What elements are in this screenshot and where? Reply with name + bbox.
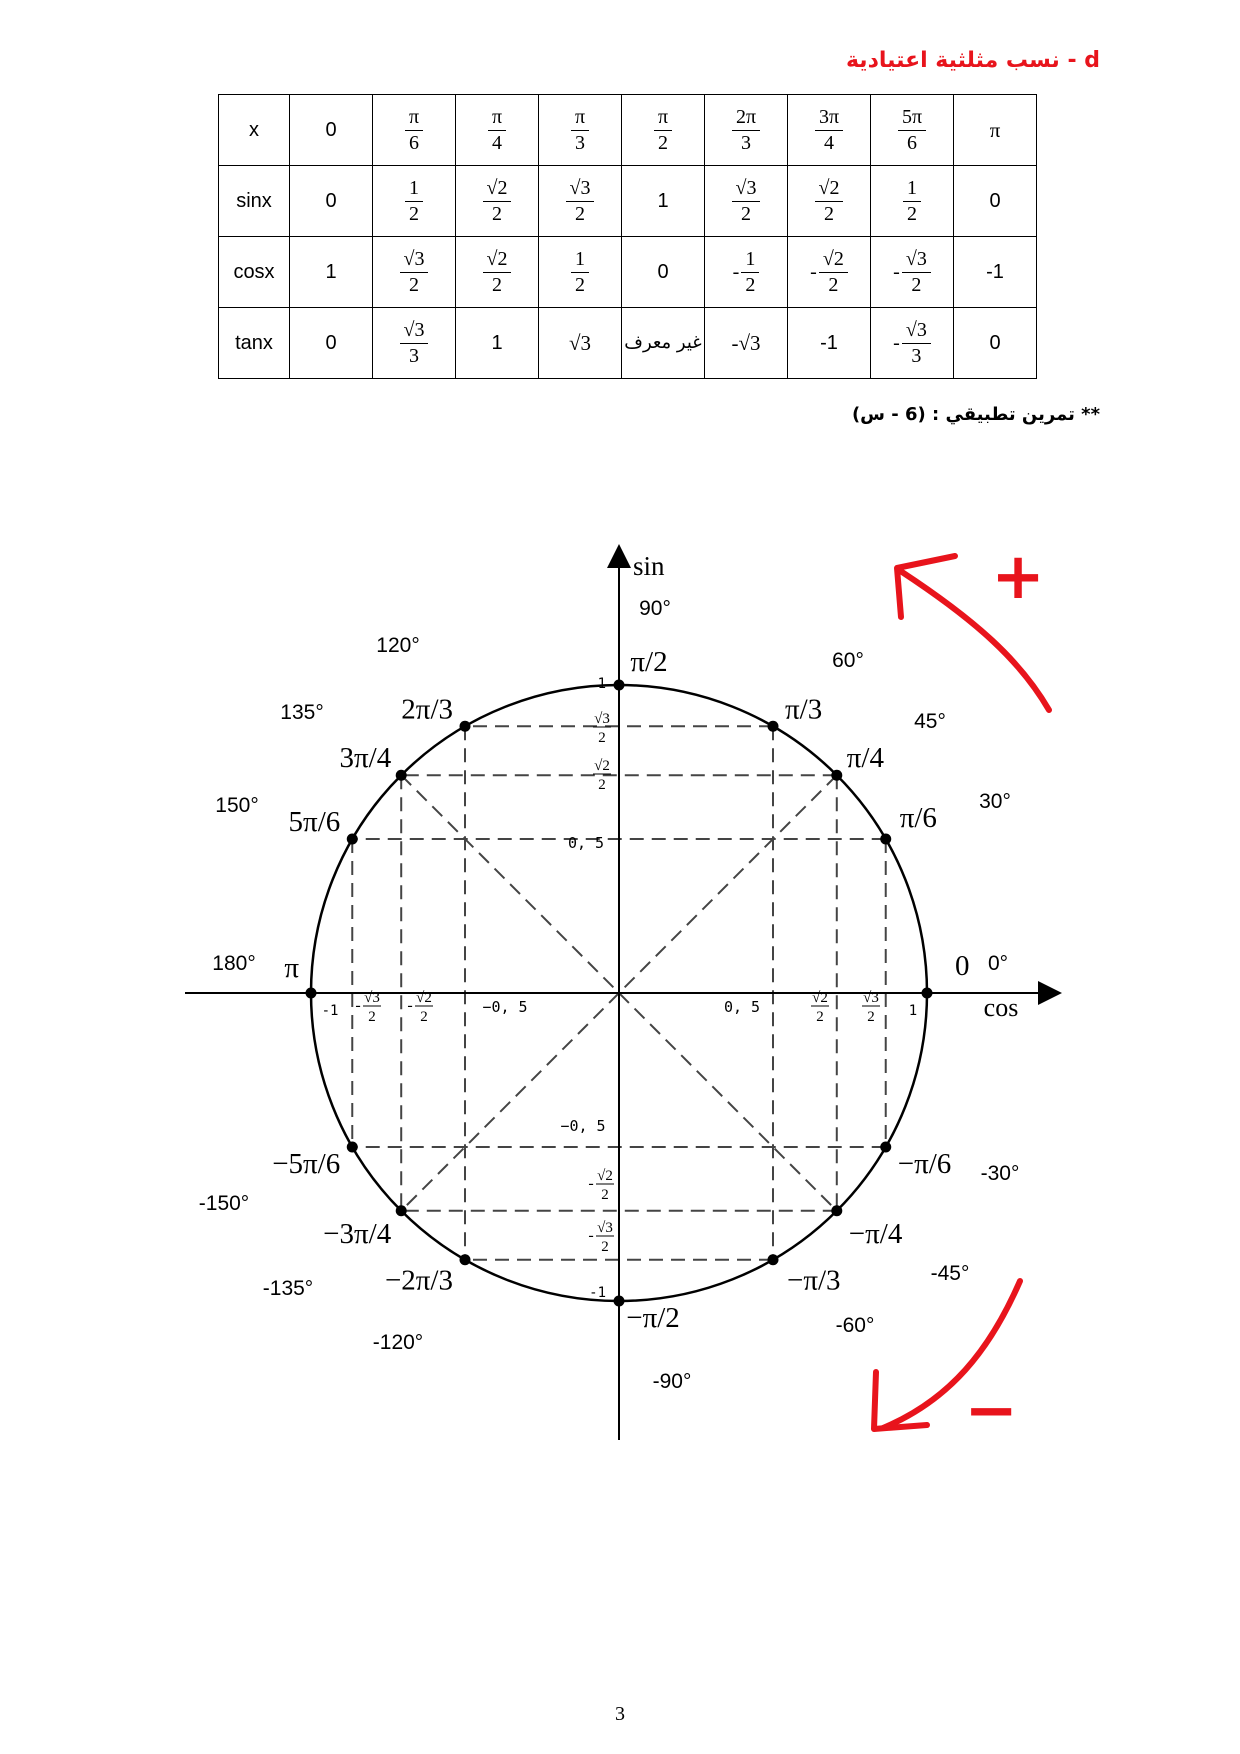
tick-frac-den: 2: [598, 730, 606, 746]
tick-label-y: −0, 5: [560, 1117, 606, 1135]
angle-point: [880, 834, 891, 845]
table-cell: $\frac{√3}{3}$: [373, 308, 456, 379]
angle-point: [768, 1254, 779, 1265]
tick-label-x: −0, 5: [482, 998, 528, 1016]
axis-label-sin: sin: [633, 551, 665, 581]
tick-frac-den: 2: [601, 1239, 609, 1255]
radian-label: π: [284, 952, 299, 984]
degree-label: -120°: [372, 1331, 424, 1354]
table-cell: $\frac{1}{2}$: [539, 237, 622, 308]
table-cell: $\frac{\pi}{3}$: [539, 95, 622, 166]
table-cell: π: [954, 95, 1037, 166]
tick-frac-num: √3: [364, 990, 380, 1006]
tick-frac-den: 2: [598, 777, 606, 793]
tick-frac-den: 2: [420, 1009, 428, 1025]
table-cell: $\frac{√3}{2}$: [705, 166, 788, 237]
table-cell: √3: [539, 308, 622, 379]
radian-label: −π/4: [848, 1217, 903, 1250]
angle-point: [614, 680, 625, 691]
angle-point: [396, 770, 407, 781]
tick-frac-sign: -: [588, 1175, 594, 1192]
radian-label: 3π/4: [339, 742, 392, 775]
table-cell: - $\frac{√3}{3}$: [871, 308, 954, 379]
table-cell: 0: [290, 308, 373, 379]
table-cell: $\frac{1}{2}$: [871, 166, 954, 237]
table-cell: -1: [954, 237, 1037, 308]
row-header-sin: sinx: [219, 166, 290, 237]
table-cell: 0: [954, 166, 1037, 237]
angle-point: [922, 988, 933, 999]
degree-label: 30°: [979, 790, 1011, 813]
table-cell: - $\frac{√3}{2}$: [871, 237, 954, 308]
tick-label-x: -1: [321, 1003, 339, 1019]
table-cell: -1: [788, 308, 871, 379]
table-cell: $\frac{2\pi}{3}$: [705, 95, 788, 166]
radian-label: π/3: [785, 693, 823, 726]
radian-label: 5π/6: [288, 806, 341, 838]
angle-point: [460, 721, 471, 732]
degree-label: 180°: [212, 952, 256, 975]
angle-point: [460, 1254, 471, 1265]
table-cell: $\frac{√3}{2}$: [373, 237, 456, 308]
tick-label-x: 0, 5: [723, 998, 761, 1016]
degree-label: -150°: [198, 1192, 250, 1215]
tick-frac-sign: -: [355, 997, 361, 1014]
row-header-tan: tanx: [219, 308, 290, 379]
negative-sign: −: [964, 1374, 1018, 1448]
axis-label-cos: cos: [983, 993, 1019, 1022]
degree-label: -90°: [652, 1370, 692, 1393]
degree-label: 60°: [832, 649, 864, 672]
angle-point: [396, 1205, 407, 1216]
radian-label: −π/6: [897, 1148, 952, 1180]
angle-point: [347, 1142, 358, 1153]
table-cell: $\frac{3\pi}{4}$: [788, 95, 871, 166]
table-cell: 1: [290, 237, 373, 308]
tick-label-x: 1: [908, 1003, 918, 1019]
table-cell: $\frac{\pi}{4}$: [456, 95, 539, 166]
degree-label: 150°: [215, 794, 259, 817]
degree-label: 90°: [639, 597, 671, 620]
degree-label: -30°: [980, 1162, 1020, 1185]
table-cell: 0: [954, 308, 1037, 379]
table-cell: 0: [622, 237, 705, 308]
tick-label-y: 0, 5: [567, 834, 605, 852]
tick-frac-den: 2: [601, 1187, 609, 1203]
table-cell: 0: [290, 95, 373, 166]
tick-label-y: -1: [589, 1285, 606, 1301]
angle-point: [347, 834, 358, 845]
degree-label: 120°: [376, 634, 420, 657]
radian-label: π/4: [846, 742, 884, 775]
tick-frac-num: √2: [812, 990, 828, 1006]
tick-label-y: 1: [597, 676, 606, 692]
row-header-x: x: [219, 95, 290, 166]
degree-label: 0°: [987, 952, 1009, 975]
table-cell: $\frac{5\pi}{6}$: [871, 95, 954, 166]
positive-sign: +: [991, 540, 1045, 614]
page-number: 3: [615, 1703, 625, 1725]
table-cell: غير معرف: [622, 308, 705, 379]
degree-label: 45°: [914, 710, 946, 733]
tick-frac-den: 2: [368, 1009, 376, 1025]
table-cell: - $\frac{1}{2}$: [705, 237, 788, 308]
table-cell: $\frac{\pi}{2}$: [622, 95, 705, 166]
table-cell: -√3: [705, 308, 788, 379]
angle-point: [831, 1205, 842, 1216]
angle-point: [831, 770, 842, 781]
radian-label: −3π/4: [323, 1217, 392, 1250]
table-cell: $\frac{√2}{2}$: [788, 166, 871, 237]
degree-label: -45°: [930, 1262, 970, 1285]
table-cell: $\frac{√2}{2}$: [456, 237, 539, 308]
exercise-label: ** تمرين تطبيقي : (6 - س): [851, 404, 1100, 425]
tick-frac-den: 2: [867, 1009, 875, 1025]
radian-label: π/6: [899, 802, 937, 834]
radian-label: π/2: [630, 646, 668, 678]
table-cell: 0: [290, 166, 373, 237]
tick-frac-num: √2: [597, 1168, 613, 1184]
degree-label: -60°: [835, 1314, 875, 1337]
circle-labels: [199, 551, 1020, 1393]
angle-point: [880, 1142, 891, 1153]
table-cell: $\frac{1}{2}$: [373, 166, 456, 237]
radian-label: 0: [955, 950, 970, 982]
tick-frac-sign: -: [407, 997, 413, 1014]
tick-frac-num: √2: [416, 990, 432, 1006]
angle-point: [306, 988, 317, 999]
angle-point: [768, 721, 779, 732]
degree-label: -135°: [262, 1277, 314, 1300]
tick-frac-num: √2: [594, 758, 610, 774]
angle-point: [614, 1296, 625, 1307]
degree-label: 135°: [280, 701, 324, 724]
table-cell: $\frac{\pi}{6}$: [373, 95, 456, 166]
table-cell: $\frac{√3}{2}$: [539, 166, 622, 237]
radian-label: −5π/6: [272, 1148, 341, 1180]
tick-frac-den: 2: [816, 1009, 824, 1025]
radian-label: −π/3: [787, 1264, 841, 1297]
section-heading: d - نسب مثلثية اعتيادية: [845, 48, 1100, 73]
table-cell: - $\frac{√2}{2}$: [788, 237, 871, 308]
radian-label: −π/2: [626, 1302, 680, 1334]
tick-frac-num: √3: [594, 711, 610, 727]
tick-frac-sign: -: [588, 1227, 594, 1244]
table-cell: 1: [622, 166, 705, 237]
table-cell: 1: [456, 308, 539, 379]
tick-frac-num: √3: [863, 990, 879, 1006]
tick-frac-num: √3: [597, 1220, 613, 1236]
row-header-cos: cosx: [219, 237, 290, 308]
radian-label: 2π/3: [401, 693, 453, 726]
table-cell: $\frac{√2}{2}$: [456, 166, 539, 237]
radian-label: −2π/3: [384, 1264, 453, 1297]
